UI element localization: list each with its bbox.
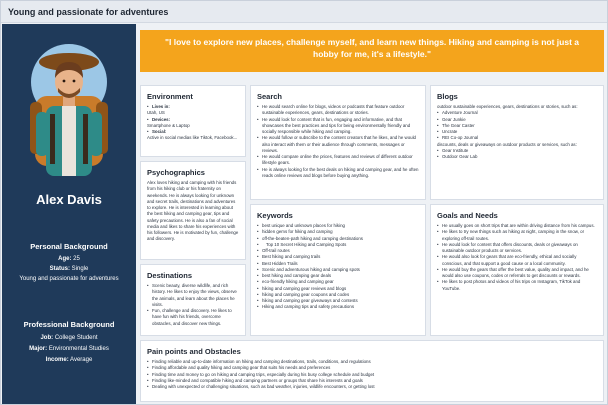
job-label: Job: [40, 335, 54, 341]
keyword-item: • hidden gems for hiking and camping [257, 229, 419, 235]
psychographics-title: Psychographics [147, 168, 205, 177]
age-value: 25 [73, 256, 80, 262]
search-item: • He is always looking for the best deals on hiking and camping gear, and he often reads online reviews and blogs before buying anything. [257, 167, 419, 180]
goals-card [430, 204, 604, 336]
blog-item: • Adventure Journal [437, 110, 597, 116]
quote-banner: "I love to explore new places, challenge myself, and learn new things. Hiking and camping is not just a hobby for me, it's a lifestyle." [140, 30, 604, 72]
pain-item: • Dealing with unexpected or challenging situations, such as bad weather, injuries, wildlife encounters, or getting lost [147, 384, 597, 390]
pain-points-card [140, 340, 604, 402]
hiker-illustration [2, 24, 136, 179]
goals-title: Goals and Needs [437, 211, 498, 220]
goal-item: • He would buy the gears that offer the best value, quality and impact, and he would also use coupons, codes or referrals to get discounts or rewards. [437, 267, 597, 280]
pain-item: • Finding like-minded and compatible hiking and camping partners or groups that share his interests and goals [147, 378, 597, 384]
status-value: Single [71, 266, 89, 272]
blog-item: • Outdoor Gear Lab [437, 154, 597, 160]
status-label: Status: [49, 266, 70, 272]
avatar [2, 24, 136, 144]
blog-item: • REI Co-op Journal [437, 135, 597, 141]
environment-title: Environment [147, 92, 193, 101]
destinations-card [140, 264, 246, 336]
income-row [2, 357, 136, 363]
income-label: Income: [45, 357, 69, 363]
keyword-item: • Best hiking and camping trails [257, 254, 419, 260]
devices-label: Devices: [152, 116, 171, 122]
major-label: Major: [29, 346, 48, 352]
pain-item: • Finding time and money to go on hiking and camping trips, especially during his busy college schedule and budget [147, 372, 597, 378]
psychographics-card [140, 161, 246, 260]
keyword-item: • Best Hidden Trails [257, 261, 419, 267]
search-card [250, 85, 426, 200]
goal-item: • He usually goes on short trips that are within driving distance from his campus. [437, 223, 597, 229]
lives-label: Lives in: [152, 104, 170, 109]
keyword-item: • hiking and camping gear coupons and codes [257, 292, 419, 298]
age-label: Age: [58, 256, 72, 262]
lives-value: Utah, US [147, 110, 165, 116]
keyword-item: • best hiking and camping gear deals [257, 273, 419, 279]
major-row [2, 346, 136, 352]
environment-card [140, 85, 246, 157]
keyword-item: • Scenic and adventurous hiking and camping spots [257, 267, 419, 273]
keyword-item: • hiking and camping gear giveaways and contests [257, 298, 419, 304]
keywords-card [250, 204, 426, 336]
search-title: Search [257, 92, 283, 101]
keyword-item: • Hiking and camping tips and safety precautions [257, 304, 419, 310]
blogs-intro-2: discounts, deals or giveaways on outdoor products or services, such as: [437, 141, 577, 147]
job-row [2, 335, 136, 341]
search-item: • He would look for content that is fun, engaging and informative, and that showcases the best practices and tips for being environmentally friendly and socially responsible while hiking and camping. [257, 117, 419, 136]
psychographics-text: Alex loves hiking and camping with his friends from his hiking club or his fraternity on weekends. He is always looking for unknown and secret trails, destinations and adventures to explore. He is interested in learning about the best hiking and camping gear, tips and safety precautions. He is also a fan of social media and likes to share his experiences with his followers. He is motivated by fun, challenge and discovery. [147, 180, 239, 242]
blogs-title: Blogs [437, 92, 458, 101]
search-item: • He would follow or subscribe to the content creators that he likes, and he would also interact with them or their audience through comments, messages or reviews. [257, 135, 419, 154]
destinations-title: Destinations [147, 271, 193, 280]
personal-background-heading: Personal Background [30, 242, 108, 251]
blogs-card [430, 85, 604, 200]
income-value: Average [70, 357, 93, 363]
devices-value: Smartphone & Laptop [147, 122, 190, 128]
keyword-item: • hiking and camping gear reviews and blogs [257, 286, 419, 292]
profile-panel [2, 24, 136, 404]
blog-item: • Gear Junkie [437, 117, 597, 123]
destination-item: • Fun, challenge and discovery. He likes to have fun with his friends, overcome obstacles, and discover new things. [147, 308, 239, 327]
search-item: • He would compare online the prices, features and reviews of different outdoor lifestyle gears. [257, 154, 419, 167]
goal-item: • He likes to post photos and videos of his trips on Instagram, TikTok and YouTube. [437, 279, 597, 292]
goal-item: • He would look for content that offers discounts, deals or giveaways on sustainable outdoor products or services. [437, 242, 597, 255]
keyword-item: • Off-trail routes [257, 248, 419, 254]
keyword-item: • off-the-beaten-path hiking and camping destinations [257, 236, 419, 242]
blog-item: • The Gear Caster [437, 123, 597, 129]
pain-item: • Finding affordable and quality hiking and camping gear that suits his needs and preferences [147, 365, 597, 371]
major-value: Environmental Studies [48, 346, 109, 352]
persona-name: Alex Davis [36, 192, 102, 207]
keyword-item: • eco-friendly hiking and camping gear [257, 279, 419, 285]
social-label: Social: [152, 129, 167, 134]
pain-item: • Finding reliable and up-to-date information on hiking and camping destinations, trails, conditions, and regulations [147, 359, 597, 365]
destination-item: • Scenic beauty, diverse wildlife, and rich history. He likes to enjoy the views, observe the animals, and learn about the places he visits. [147, 283, 239, 308]
blog-item: • Uncrate [437, 129, 597, 135]
page-title: Young and passionate for adventures [1, 1, 607, 23]
social-value: Active in social medias like Tiktok, Facebook... [147, 135, 238, 141]
keyword-item: • Top 10 Secret Hiking and Camping Spots [257, 242, 419, 248]
job-value: College Student [54, 335, 98, 341]
pain-points-title: Pain points and Obstacles [147, 347, 241, 356]
keywords-title: Keywords [257, 211, 293, 220]
goal-item: • He likes to try new things such as hiking at night, camping in the snow, or exploring off-trail routes. [437, 229, 597, 242]
blog-item: • Gear Institute [437, 148, 597, 154]
keyword-item: • best unique and unknown places for hiking [257, 223, 419, 229]
blogs-intro: outdoor sustainable experiences, gears, destinations or stories, such as: [437, 104, 578, 109]
goal-item: • He would also look for gears that are eco-friendly, ethical and socially conscious, and that support a good cause or a local community. [437, 254, 597, 267]
professional-background-heading: Professional Background [23, 320, 115, 329]
search-item: • He would search online for blogs, videos or podcasts that feature outdoor sustainable experiences, gears, destinations or stories. [257, 104, 419, 117]
status-row [2, 266, 136, 272]
tagline: Young and passionate for adventures [19, 276, 119, 282]
age-row [2, 256, 136, 262]
